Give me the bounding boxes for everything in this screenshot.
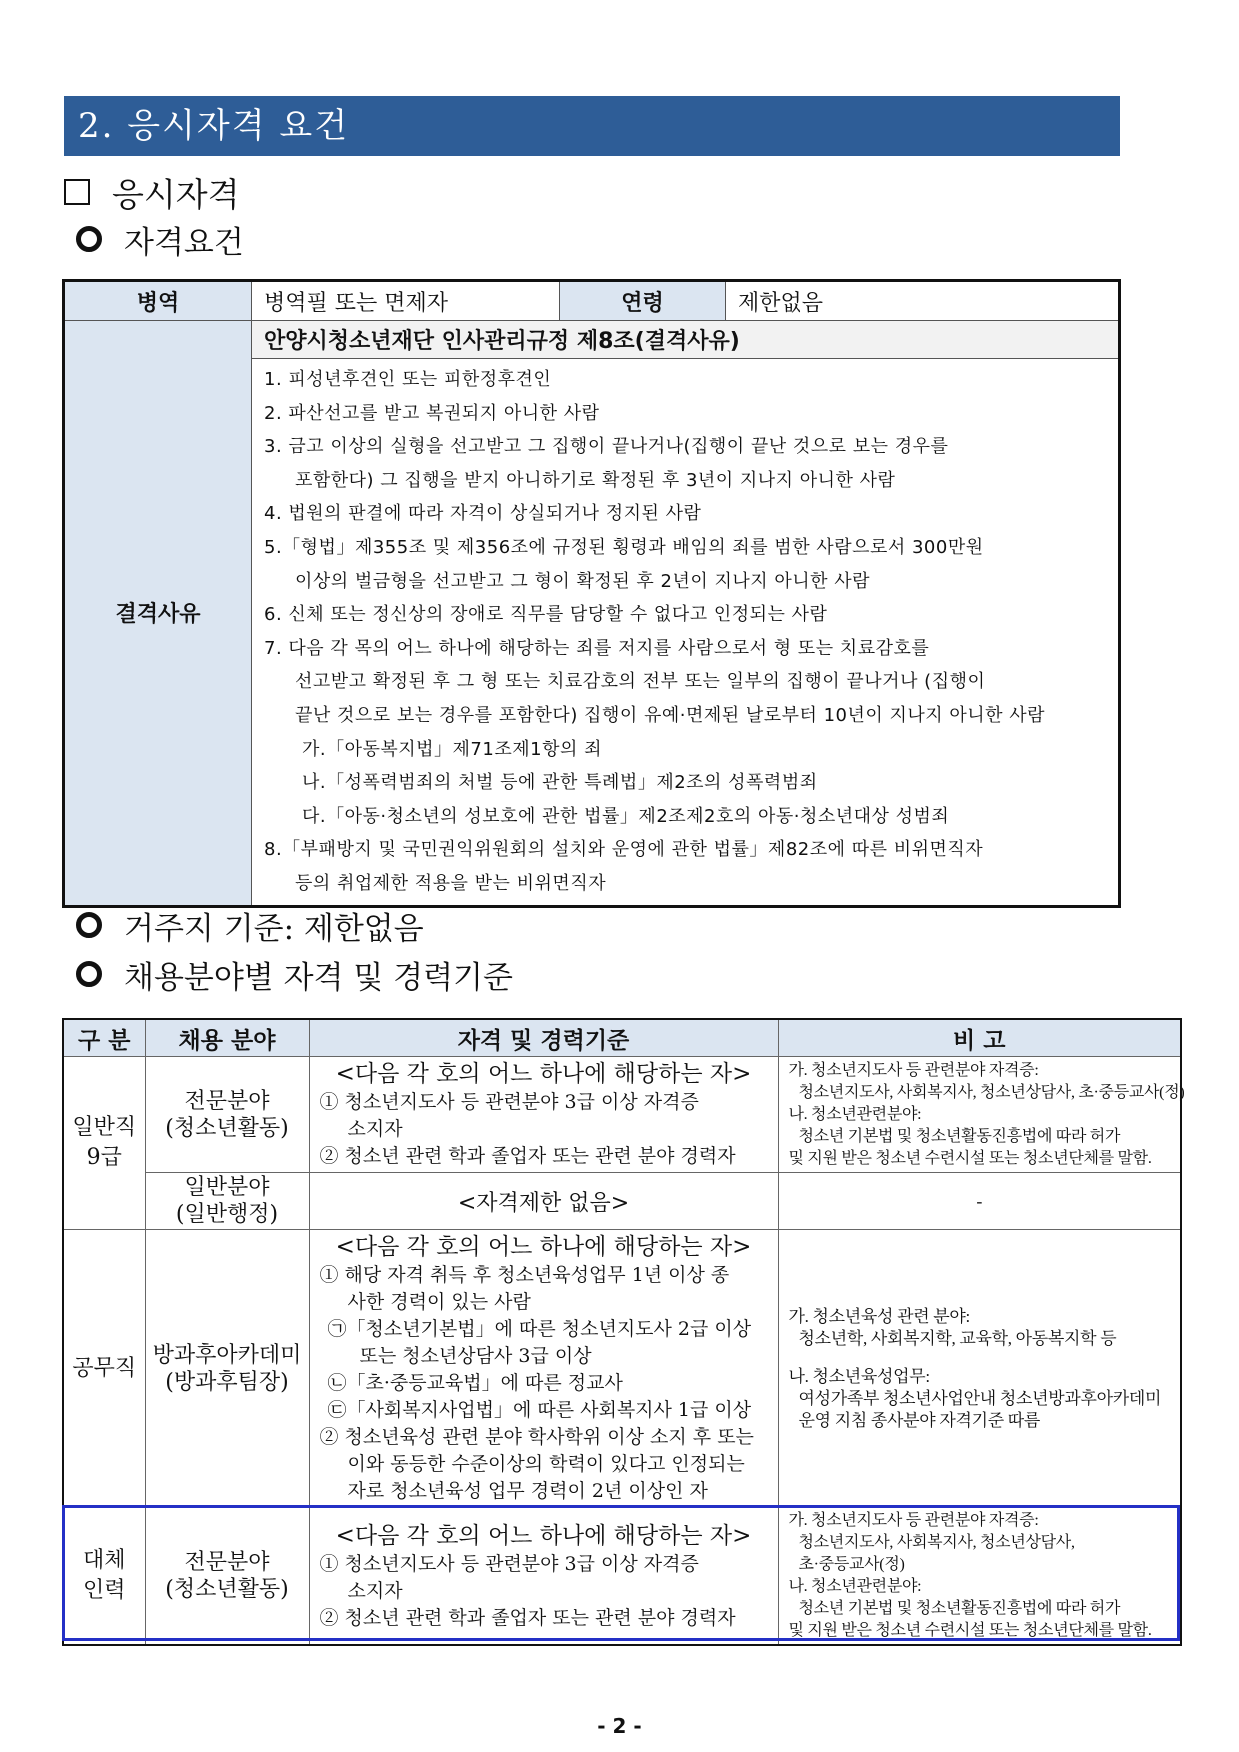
- subheading-requirements: [76, 221, 244, 265]
- type-public-service: 공무직: [63, 1230, 145, 1508]
- disqualification-list: [252, 359, 1120, 907]
- subheading-residence: [76, 907, 424, 951]
- list-item: 나.「성폭력범죄의 처벌 등에 관한 특례법」제2조의 성폭력범죄: [302, 772, 818, 794]
- heading-qualification: [64, 172, 240, 218]
- col-header-note: 비 고: [778, 1019, 1181, 1057]
- field-after-school: 방과후아카데미 (방과후팀장): [145, 1230, 309, 1508]
- list-item: 끝난 것으로 보는 경우를 포함한다) 집행이 유예·면제된 날로부터 10년이 지나지 아니한 사람: [295, 704, 1046, 726]
- military-label: 병역: [64, 281, 252, 321]
- field-general: 일반분야 (일반행정): [145, 1173, 309, 1230]
- criteria-specialist: <다음 각 호의 어느 하나에 해당하는 자> ① 청소년지도사 등 관련분야 3급 이상 자격증 소지자 ② 청소년 관련 학과 졸업자 또는 관련 분야 경력자: [309, 1057, 778, 1173]
- requirements-table: [62, 279, 1121, 908]
- note-substitute: 가. 청소년지도사 등 관련분야 자격증: 청소년지도사, 사회복지사, 청소년상담사, 초·중등교사(정) 나. 청소년관련분야: 청소년 기본법 및 청소년활동진흥법에 따라 허가 및 지원 받은 청소년 수련시설 또는 청소년단체를 말함.: [778, 1508, 1181, 1646]
- page-number: - 2 -: [597, 1714, 642, 1738]
- col-header-field: 채용 분야: [145, 1019, 309, 1057]
- disqualification-label: 결격사유: [64, 321, 252, 907]
- age-label: 연령: [560, 281, 726, 321]
- list-item: 1. 피성년후견인 또는 피한정후견인: [264, 369, 552, 390]
- col-header-type: 구 분: [63, 1019, 145, 1057]
- list-item: 2. 파산선고를 받고 복권되지 아니한 사람: [264, 402, 600, 424]
- heading-text: 응시자격: [112, 175, 240, 214]
- military-value: 병역필 또는 면제자: [252, 281, 560, 321]
- subheading-text: 거주지 기준: 제한없음: [124, 911, 424, 947]
- list-item: 8.「부패방지 및 국민권익위원회의 설치와 운영에 관한 법률」제82조에 따른 비위면직자: [264, 839, 984, 861]
- list-item: 포함한다) 그 집행을 받지 아니하기로 확정된 후 3년이 지나지 아니한 사람: [295, 469, 896, 491]
- field-criteria-table: [62, 1018, 1185, 1646]
- note-after-school: 가. 청소년육성 관련 분야: 청소년학, 사회복지학, 교육학, 아동복지학 등 나. 청소년육성업무: 여성가족부 청소년사업안내 청소년방과후아카데미 운영 지침 종사분야 자격기준 따름: [778, 1230, 1181, 1508]
- list-item: 7. 다음 각 목의 어느 하나에 해당하는 죄를 저지를 사람으로서 형 또는 치료감호를: [264, 637, 930, 659]
- field-specialist: 전문분야 (청소년활동): [145, 1057, 309, 1173]
- checkbox-square-icon: [64, 179, 90, 205]
- type-substitute: 대체 인력: [63, 1508, 145, 1646]
- list-item: 가.「아동복지법」제71조제1항의 죄: [302, 738, 602, 760]
- criteria-substitute: <다음 각 호의 어느 하나에 해당하는 자> ① 청소년지도사 등 관련분야 3급 이상 자격증 소지자 ② 청소년 관련 학과 졸업자 또는 관련 분야 경력자: [309, 1508, 778, 1646]
- type-general-9: 일반직 9급: [63, 1057, 145, 1230]
- note-specialist: 가. 청소년지도사 등 관련분야 자격증: 청소년지도사, 사회복지사, 청소년상담사, 초·중등교사(정) 나. 청소년관련분야: 청소년 기본법 및 청소년활동진흥법에 따라 허가 및 지원 받은 청소년 수련시설 또는 청소년단체를 말함.: [778, 1057, 1181, 1173]
- col-header-criteria: 자격 및 경력기준: [309, 1019, 778, 1057]
- list-item: 5.「형법」제355조 및 제356조에 규정된 횡령과 배임의 죄를 범한 사람으로서 300만원: [264, 536, 984, 558]
- subheading-text: 자격요건: [124, 225, 244, 261]
- circle-bullet-icon: [76, 912, 102, 938]
- subheading-text: 채용분야별 자격 및 경력기준: [124, 960, 513, 996]
- circle-bullet-icon: [76, 961, 102, 987]
- list-item: 선고받고 확정된 후 그 형 또는 치료감호의 전부 또는 일부의 집행이 끝나거나 (집행이: [295, 671, 986, 693]
- section-title: 2. 응시자격 요건: [64, 96, 1120, 156]
- circle-bullet-icon: [76, 226, 102, 252]
- list-item: 3. 금고 이상의 실형을 선고받고 그 집행이 끝나거나(집행이 끝난 것으로 보는 경우를: [264, 436, 949, 458]
- list-item: 4. 법원의 판결에 따라 자격이 상실되거나 정지된 사람: [264, 503, 702, 525]
- list-item: 6. 신체 또는 정신상의 장애로 직무를 담당할 수 없다고 인정되는 사람: [264, 604, 828, 626]
- criteria-after-school: <다음 각 호의 어느 하나에 해당하는 자> ① 해당 자격 취득 후 청소년육성업무 1년 이상 종 사한 경력이 있는 사람 ㉠「청소년기본법」에 따른 청소년지도사 2급 이상 또는 청소년상담사 3급 이상 ㉡「초·중등교육법」에 따른 정교사 ㉢「사회복지사업법」에 따른 사회복지사 1급 이상 ② 청소년육성 관련 분야 학사학위 이상 소지 후 또는 이와 동등한 수준이상의 학력이 있다고 인정되는 자로 청소년육성 업무 경력이 2년 이상인 자: [309, 1230, 778, 1508]
- age-value: 제한없음: [726, 281, 1120, 321]
- list-item: 다.「아동·청소년의 성보호에 관한 법률」제2조제2호의 아동·청소년대상 성범죄: [302, 805, 950, 827]
- subheading-field-criteria: [76, 956, 513, 1000]
- field-substitute: 전문분야 (청소년활동): [145, 1508, 309, 1646]
- list-item: 등의 취업제한 적용을 받는 비위면직자: [295, 872, 607, 894]
- list-item: 이상의 벌금형을 선고받고 그 형이 확정된 후 2년이 지나지 아니한 사람: [295, 570, 871, 592]
- rule-title: 안양시청소년재단 인사관리규정 제8조(결격사유): [252, 321, 1120, 359]
- criteria-general: <자격제한 없음>: [309, 1173, 778, 1230]
- note-general: -: [778, 1173, 1181, 1230]
